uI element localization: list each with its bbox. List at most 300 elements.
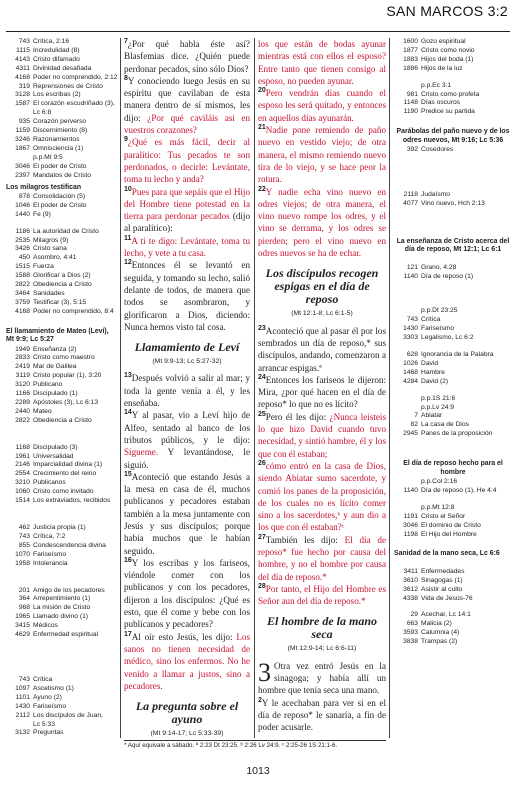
reference-topic: Discernimiento (8) xyxy=(33,127,88,135)
words-of-christ: Pues para que sepáis que el Hijo del Hombre tiene potestad en la tierra para perdonar pecados xyxy=(124,186,250,222)
reference-topic: Incredulidad (8) xyxy=(33,46,80,54)
reference-entry xyxy=(392,146,512,155)
reference-number: 981 xyxy=(406,90,418,98)
reference-entry xyxy=(4,254,118,263)
reference-entry xyxy=(392,264,512,273)
reference-number: 2554 xyxy=(15,470,30,478)
verse-number: 17 xyxy=(124,630,132,638)
words-of-christ: Y nadie echa vino nuevo en odres viejos; de otra manera, el vino nuevo rompe los odres, y el vino se derrama, y los odres se pierden; pero el vino nuevo en odres nuevos se ha de echar. xyxy=(258,186,386,259)
reference-number: 450 xyxy=(18,254,30,262)
reference-number: 1190 xyxy=(403,108,418,116)
reference-number: 1115 xyxy=(16,46,30,54)
reference-number: 2822 xyxy=(15,416,30,424)
right-reference-column xyxy=(392,38,512,738)
reference-entry xyxy=(4,613,118,622)
verse-number: 14 xyxy=(124,409,132,417)
reference-number: 1159 xyxy=(15,127,30,135)
reference-entry xyxy=(4,100,118,109)
reference-topic: Los extraviados, recibidos xyxy=(33,497,111,505)
section-heading: Llamamiento de Leví xyxy=(134,340,240,355)
spacer xyxy=(392,560,512,568)
reference-topic: La misión de Cristo xyxy=(33,604,91,612)
spacer xyxy=(392,173,512,191)
reference-entry xyxy=(4,631,118,640)
reference-entry xyxy=(4,136,118,145)
reference-entry xyxy=(4,587,118,596)
reference-number: 1877 xyxy=(403,46,418,54)
spacer xyxy=(392,155,512,173)
reference-number: 4168 xyxy=(15,307,30,315)
reference-topic: Trampas (2) xyxy=(421,638,458,646)
reference-topic: Omnisciencia (1) xyxy=(33,144,84,152)
spacer xyxy=(392,387,512,395)
verse-text: Al oír esto Jesús, les dijo: xyxy=(131,631,233,642)
reference-entry xyxy=(392,586,512,595)
verse-number: 23 xyxy=(258,324,266,332)
reference-entry xyxy=(392,334,512,343)
reference-topic: Crítica, 2:16 xyxy=(33,38,70,45)
reference-topic: Asombro, 4:41 xyxy=(33,254,77,262)
words-of-christ: Sígueme. xyxy=(124,447,159,458)
reference-entry xyxy=(392,38,512,47)
verse-number: 27 xyxy=(258,533,266,541)
reference-topic: Publicano xyxy=(33,381,63,389)
reference-entry xyxy=(4,202,118,211)
reference-entry xyxy=(4,65,118,74)
reference-number: 628 xyxy=(406,351,418,359)
reference-entry xyxy=(392,108,512,117)
reference-number: 4168 xyxy=(15,73,30,81)
words-of-christ: Por tanto, el Hijo del Hombre es Señor aun del día de reposo.* xyxy=(258,583,386,607)
reference-entry xyxy=(4,228,118,237)
reference-entry xyxy=(4,479,118,488)
reference-topic: p.p.Ec 3:1 xyxy=(421,81,452,89)
reference-number: 4143 xyxy=(15,55,30,63)
reference-topic: Glorificar a Dios (2) xyxy=(33,272,91,280)
page-number: 1013 xyxy=(246,765,270,777)
reference-topic: Amigo de los pecadores xyxy=(33,586,105,594)
reference-topic: p.p.Mt 9:5 xyxy=(33,153,63,161)
reference-topic: Condescendencia divina xyxy=(33,541,106,549)
spacer xyxy=(4,426,118,444)
reference-entry xyxy=(4,444,118,453)
reference-number: 3119 xyxy=(15,372,30,380)
reference-entry xyxy=(392,351,512,360)
spacer xyxy=(392,117,512,125)
verse-number: 28 xyxy=(258,582,266,590)
verse-text: Y al pasar, vio a Leví hijo de Alfeo, sentado al banco de los tributos públicos, y le dijo: xyxy=(124,410,250,445)
reference-entry xyxy=(392,595,512,604)
verse-number: 9 xyxy=(124,136,128,144)
reference-number: 3303 xyxy=(403,334,418,342)
reference-topic: Cristo popular (1), 3:20 xyxy=(33,372,102,380)
reference-number: 743 xyxy=(18,532,30,540)
reference-topic: Intolerancia xyxy=(33,559,68,567)
reference-entry xyxy=(392,404,512,413)
reference-number: 3046 xyxy=(15,162,30,170)
reference-topic: Mar de Galilea xyxy=(33,363,77,371)
text-column-2 xyxy=(258,38,386,738)
reference-number: 1070 xyxy=(15,550,30,558)
reference-number: 7 xyxy=(414,412,418,420)
reference-number: 1430 xyxy=(403,325,418,333)
reference-number: 2112 xyxy=(15,711,30,719)
reference-entry xyxy=(392,504,512,513)
chapter-number: 3 xyxy=(258,657,271,687)
reference-entry xyxy=(4,676,118,685)
running-head: SAN MARCOS 3:2 xyxy=(386,3,508,19)
reference-number: 968 xyxy=(18,604,30,612)
reference-topic: Sanidades xyxy=(33,289,65,297)
reference-topic: p.p.Mt 12:8 xyxy=(421,503,455,511)
reference-topic: David (2) xyxy=(421,377,449,385)
reference-number: 1965 xyxy=(15,613,30,621)
reference-entry xyxy=(392,430,512,439)
reference-entry xyxy=(4,685,118,694)
verse-text: Entonces los fariseos le dijeron: Mira, ¿por qué hacen en el día de reposo* lo que no es lícito? xyxy=(258,374,386,410)
text-column-1 xyxy=(124,38,250,738)
verse-text: ¿Por qué habla éste así? Blasfemias dice. ¿Quién puede perdonar pecados, sino sólo Dios? xyxy=(124,39,250,74)
reference-topic: p.p.Col 2:16 xyxy=(421,478,458,485)
reference-number: 462 xyxy=(18,524,30,531)
reference-entry xyxy=(4,533,118,542)
reference-topic: Cristo el Señor xyxy=(421,512,466,520)
verse-text: También les dijo: xyxy=(265,534,338,545)
verse-number: 7 xyxy=(124,38,128,45)
reference-number: 1961 xyxy=(15,452,30,460)
reference-entry xyxy=(4,488,118,497)
reference-topic: Días oscuros xyxy=(421,99,461,107)
reference-topic: p.p.Dt 23:25 xyxy=(421,307,458,315)
reference-topic: Judaísmo xyxy=(421,190,450,198)
reference-topic: Razonamientos xyxy=(33,135,80,143)
reference-number: 1588 xyxy=(15,272,30,280)
reference-entry xyxy=(392,487,512,496)
reference-topic: Fariseísmo xyxy=(33,702,67,710)
verse-text: (dijo al paralítico): xyxy=(124,211,250,234)
reference-number: 1101 xyxy=(15,693,30,701)
verse-text: Pero él les dijo: xyxy=(265,411,327,422)
reference-number: 392 xyxy=(406,146,418,154)
reference-topic: Milagros (9) xyxy=(33,236,69,244)
reference-entry xyxy=(4,211,118,220)
reference-topic: Fuerza xyxy=(33,263,54,271)
reference-topic: El corazón escudriñado (3), xyxy=(33,100,115,108)
reference-entry xyxy=(392,91,512,100)
reference-number: 1430 xyxy=(15,702,30,710)
reference-number: 2146 xyxy=(15,461,30,469)
reference-entry xyxy=(392,56,512,65)
reference-number: 1886 xyxy=(403,64,418,72)
verse-number: 26 xyxy=(258,459,266,467)
reference-entry xyxy=(4,390,118,399)
reference-number: 935 xyxy=(18,118,30,126)
reference-number: 878 xyxy=(18,192,30,200)
reference-number: 121 xyxy=(406,263,418,271)
reference-heading: Parábolas del paño nuevo y de los odres nuevos, Mt 9:16; Lc 5:36 xyxy=(396,128,510,144)
reference-entry xyxy=(392,360,512,369)
reference-entry xyxy=(4,308,118,317)
reference-entry xyxy=(4,721,118,730)
spacer xyxy=(4,640,118,658)
spacer xyxy=(392,281,512,299)
reference-number: 2945 xyxy=(403,430,418,438)
reference-entry xyxy=(4,56,118,65)
verse-text: Y conociendo luego Jesús en su espíritu que cavilaban de esta manera dentro de sí mismos, les dijo: xyxy=(124,75,250,123)
reference-topic: Vino nuevo, Hch 2:13 xyxy=(421,199,485,207)
reference-topic: Predice su partida xyxy=(421,108,475,116)
reference-entry xyxy=(4,193,118,202)
reference-number: 4284 xyxy=(403,377,418,385)
spacer xyxy=(392,74,512,82)
reference-number: 1168 xyxy=(15,443,30,451)
spacer xyxy=(392,299,512,307)
spacer xyxy=(4,506,118,524)
reference-number: 364 xyxy=(18,595,30,603)
reference-number: 3593 xyxy=(403,629,418,637)
reference-topic: Preguntas xyxy=(33,729,64,737)
reference-topic: El poder de Cristo xyxy=(33,162,87,170)
reference-entry xyxy=(4,299,118,308)
reference-entry xyxy=(392,513,512,522)
reference-number: 1198 xyxy=(403,530,418,538)
reference-entry xyxy=(4,703,118,712)
reference-entry xyxy=(392,99,512,108)
words-of-christ: los que están de bodas ayunar mientras está con ellos el esposo? Entre tanto que tienen consigo al esposo, no pueden ayunar. xyxy=(258,39,386,86)
reference-entry xyxy=(4,109,118,118)
verse-text: Y levantándose, le siguió. xyxy=(124,447,250,470)
reference-number: 2440 xyxy=(15,407,30,415)
words-of-christ: A ti te digo: Levántate, toma tu lecho, y vete a tu casa. xyxy=(124,235,250,259)
reference-topic: Vida de Jesús-76 xyxy=(421,594,473,602)
reference-entry xyxy=(4,38,118,47)
verse-text: Y le acechaban para ver si en el día de reposo* le sanaría, a fin de poder acusarle. xyxy=(258,697,386,733)
reference-topic: Cristo sana xyxy=(33,245,67,253)
reference-number: 3759 xyxy=(15,298,30,306)
spacer xyxy=(392,439,512,457)
reference-topic: Justicia propia (1) xyxy=(33,524,86,531)
reference-topic: Día de reposo (1) xyxy=(421,272,474,280)
reference-number: 3464 xyxy=(15,289,30,297)
reference-number: 3415 xyxy=(15,622,30,630)
reference-topic: Hijos de la luz xyxy=(421,64,463,72)
reference-number: 2535 xyxy=(15,236,30,244)
reference-number: 1140 xyxy=(403,272,418,280)
spacer xyxy=(4,317,118,325)
reference-number: 3838 xyxy=(403,638,418,646)
reference-topic: Reprensiones de Cristo xyxy=(33,82,103,90)
reference-entry xyxy=(392,577,512,586)
reference-entry xyxy=(4,595,118,604)
section-heading: La pregunta sobre el ayuno xyxy=(135,699,239,727)
reference-entry xyxy=(392,629,512,638)
reference-topic: Crítica xyxy=(421,316,441,324)
reference-number: 1867 xyxy=(15,144,30,152)
reference-topic: Lc 6:8 xyxy=(33,109,52,117)
words-of-christ: El día de reposo* fue hecho por causa del hombre, y no el hombre por causa del día de reposo.* xyxy=(258,534,386,582)
reference-number: 4077 xyxy=(403,199,418,207)
reference-number: 1060 xyxy=(15,488,30,496)
reference-topic: Los escribas (2) xyxy=(33,91,81,99)
reference-topic: Día de reposo (1), He 4:4 xyxy=(421,486,497,494)
reference-entry xyxy=(392,273,512,282)
reference-entry xyxy=(4,453,118,462)
reference-topic: Poder no comprendido, 8:4 xyxy=(33,307,114,315)
reference-number: 3426 xyxy=(15,245,30,253)
reference-entry xyxy=(4,281,118,290)
verse-number: 20 xyxy=(258,87,266,95)
reference-number: 3210 xyxy=(15,479,30,487)
column-divider xyxy=(389,38,390,738)
verse-number: 24 xyxy=(258,373,266,381)
reference-topic: Ayuno (2) xyxy=(33,693,62,701)
reference-number: 3612 xyxy=(403,585,418,593)
spacer xyxy=(392,209,512,227)
reference-topic: Sinagogas (1) xyxy=(421,576,463,584)
reference-entry xyxy=(4,163,118,172)
reference-topic: Acechar, Lc 14:1 xyxy=(421,611,471,619)
reference-entry xyxy=(4,263,118,272)
spacer xyxy=(392,539,512,547)
verse-number: 2 xyxy=(258,696,262,704)
reference-heading: La enseñanza de Cristo acerca del día de reposo, Mt 12:1; Lc 6:1 xyxy=(396,237,510,254)
reference-number: 3132 xyxy=(15,729,30,737)
reference-topic: Llamado divino (1) xyxy=(33,613,89,621)
reference-topic: Panes de la proposición xyxy=(421,430,493,438)
reference-number: 2397 xyxy=(15,171,30,179)
reference-number: 1097 xyxy=(15,684,30,692)
reference-topic: Ignorancia de la Palabra xyxy=(421,351,494,359)
reference-topic: Corazón perverso xyxy=(33,118,87,126)
verse-number: 8 xyxy=(124,74,128,82)
reference-entry xyxy=(4,381,118,390)
verse-text: Entonces él se levantó en seguida, y tomando su lecho, salió delante de todos, de manera que todos se asombraron, y glorificaron a Dios, diciendo: Nunca hemos visto tal cosa. xyxy=(124,260,250,332)
reference-entry xyxy=(4,470,118,479)
parallel-reference: (Mt 12:9-14; Lc 6:6-11) xyxy=(287,645,357,653)
reference-entry xyxy=(4,272,118,281)
words-of-christ: ¿Por qué caviláis así en vuestros corazones? xyxy=(124,112,250,136)
spacer xyxy=(4,658,118,676)
reference-number: 1468 xyxy=(403,368,418,376)
reference-topic: El Hijo del Hombre xyxy=(421,530,477,538)
verse-number: 11 xyxy=(124,234,132,242)
reference-number: 4338 xyxy=(403,594,418,602)
reference-entry xyxy=(392,421,512,430)
reference-topic: Legalismo, Lc 6:2 xyxy=(421,334,474,342)
reference-topic: Malicia (2) xyxy=(421,620,452,628)
page-header xyxy=(0,0,516,34)
reference-topic: Imparcialidad divina (1) xyxy=(33,461,103,469)
reference-entry xyxy=(4,461,118,470)
reference-entry xyxy=(4,524,118,533)
reference-entry xyxy=(4,290,118,299)
reference-number: 2419 xyxy=(15,363,30,371)
reference-topic: Publicanos xyxy=(33,479,66,487)
section-heading: Los discípulos recogen espigas en el día de reposo xyxy=(265,266,379,307)
reference-number: 1166 xyxy=(15,390,30,398)
reference-entry xyxy=(4,154,118,163)
reference-topic: El dominio de Cristo xyxy=(421,521,481,529)
reference-entry xyxy=(4,245,118,254)
reference-number: 319 xyxy=(18,82,30,90)
reference-entry xyxy=(4,408,118,417)
reference-entry xyxy=(4,622,118,631)
verse-number: 21 xyxy=(258,124,266,132)
reference-entry xyxy=(4,399,118,408)
reference-topic: Crítica xyxy=(33,675,53,683)
reference-heading: El llamamiento de Mateo (Leví), Mt 9:9; Lc 5:27 xyxy=(6,327,109,344)
verse-text: Aconteció que estando Jesús a la mesa en casa de él, muchos publicanos y pecadores estaban también a la mesa juntamente con Jesús y sus discípulos; porque había muchos que le habían seguido. xyxy=(124,471,250,556)
reference-entry xyxy=(392,522,512,531)
reference-number: 2118 xyxy=(403,190,418,198)
reference-number: 743 xyxy=(18,38,30,45)
reference-topic: Lc 5:33 xyxy=(33,720,55,728)
reference-entry xyxy=(392,378,512,387)
reference-entry xyxy=(4,83,118,92)
reference-entry xyxy=(4,145,118,154)
verse-text: Aconteció que al pasar él por los sembrados un día de reposo,* sus discípulos, andando, comenzaron a arrancar espigas.ª xyxy=(258,325,386,373)
reference-entry xyxy=(392,369,512,378)
reference-entry xyxy=(4,417,118,426)
reference-entry xyxy=(4,542,118,551)
reference-entry xyxy=(392,568,512,577)
reference-topic: Cristo como profeta xyxy=(421,90,480,98)
reference-entry xyxy=(4,604,118,613)
spacer xyxy=(392,343,512,351)
reference-number: 743 xyxy=(406,316,418,324)
words-of-christ: ¿Nunca leísteis lo que hizo David cuando tuvo necesidad, y sintió hambre, él y los que con él estaban; xyxy=(258,411,386,459)
reference-topic: Cristo como maestro xyxy=(33,354,95,362)
reference-entry xyxy=(4,172,118,181)
reference-entry xyxy=(392,395,512,404)
spacer xyxy=(392,256,512,264)
reference-entry xyxy=(392,478,512,487)
reference-number: 743 xyxy=(18,675,30,683)
section-heading: El hombre de la mano seca xyxy=(266,614,377,642)
reference-entry xyxy=(4,237,118,246)
reference-entry xyxy=(4,74,118,83)
reference-number: 663 xyxy=(406,620,418,628)
spacer xyxy=(392,603,512,611)
reference-entry xyxy=(4,118,118,127)
reference-number: 3128 xyxy=(15,91,30,99)
reference-topic: Fe (9) xyxy=(33,210,51,218)
reference-entry xyxy=(4,47,118,56)
column-divider xyxy=(254,38,255,738)
reference-topic: Divinidad desafiada xyxy=(33,64,92,72)
reference-entry xyxy=(392,638,512,647)
reference-number: 1949 xyxy=(15,345,30,353)
verse-text: Después volvió a salir al mar; y toda la gente venía a él, y les enseñaba. xyxy=(124,373,250,409)
reference-number: 3120 xyxy=(15,381,30,389)
verse-number: 13 xyxy=(124,372,132,380)
reference-topic: Cristo como novio xyxy=(421,46,475,54)
reference-entry xyxy=(392,620,512,629)
reference-number: 201 xyxy=(18,586,30,594)
column-divider xyxy=(120,38,121,738)
reference-topic: Asistir al culto xyxy=(421,585,463,593)
reference-number: 1514 xyxy=(15,497,30,505)
reference-topic: Apóstoles (3), Lc 6:13 xyxy=(33,398,99,406)
reference-entry xyxy=(392,531,512,540)
reference-entry xyxy=(392,82,512,91)
spacer xyxy=(392,227,512,235)
reference-topic: El poder de Cristo xyxy=(33,201,87,209)
parallel-reference: (Mt 9:14-17; Lc 5:33-39) xyxy=(150,730,224,738)
reference-number: 2822 xyxy=(15,281,30,289)
words-of-christ: Nadie pone remiendo de paño nuevo en vestido viejo; de otra manera, el mismo remiendo nuevo tira de lo viejo, y se hace peor la rotura. xyxy=(258,125,386,185)
verse-text: Y los escribas y los fariseos, viéndole comer con los publicanos y con los pecadores, dijeron a los discípulos: ¿Qué es esto, que él come y bebe con los publicanos y pecadores? xyxy=(124,557,250,630)
